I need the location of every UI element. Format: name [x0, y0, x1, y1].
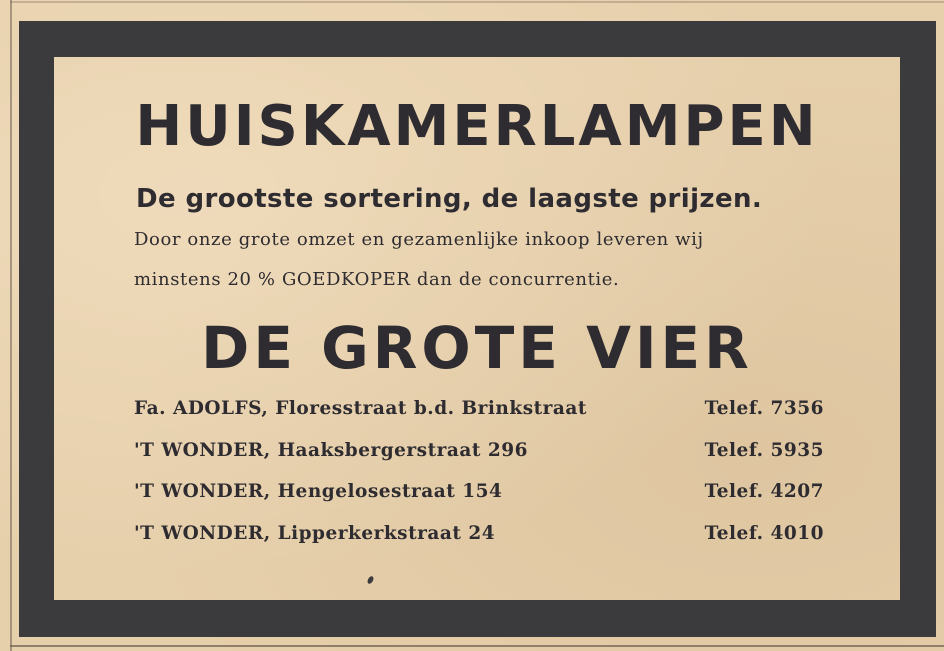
store-phone: Telef. 4207 [704, 481, 824, 502]
ad-body-line-1: Door onze grote omzet en gezamenlijke inkoop leveren wij [134, 229, 704, 250]
store-row [134, 398, 824, 424]
store-address: 'T WONDER, Haaksbergerstraat 296 [134, 440, 528, 461]
ad-frame-bottom [22, 600, 931, 637]
store-phone: Telef. 7356 [704, 398, 824, 419]
store-address: 'T WONDER, Lipperkerkstraat 24 [134, 523, 496, 544]
store-row [134, 440, 824, 466]
store-row [134, 523, 824, 549]
ad-headline: HUISKAMERLAMPEN [135, 94, 819, 159]
store-phone: Telef. 5935 [704, 440, 824, 461]
ad-frame-left [19, 21, 54, 637]
store-address: 'T WONDER, Hengelosestraat 154 [134, 481, 503, 502]
column-rule [10, 0, 12, 651]
store-row [134, 481, 824, 507]
top-rule [10, 1, 944, 3]
bottom-rule [10, 645, 944, 647]
store-phone: Telef. 4010 [704, 523, 824, 544]
ad-frame-right [900, 21, 936, 637]
company-name: DE GROTE VIER [201, 314, 753, 382]
advertisement [54, 57, 900, 600]
ad-frame-top [22, 21, 931, 57]
store-address: Fa. ADOLFS, Floresstraat b.d. Brinkstraat [134, 398, 587, 419]
ad-subheadline: De grootste sortering, de laagste prijzen. [136, 184, 763, 214]
ad-body-line-2: minstens 20 % GOEDKOPER dan de concurrentie. [134, 269, 620, 290]
